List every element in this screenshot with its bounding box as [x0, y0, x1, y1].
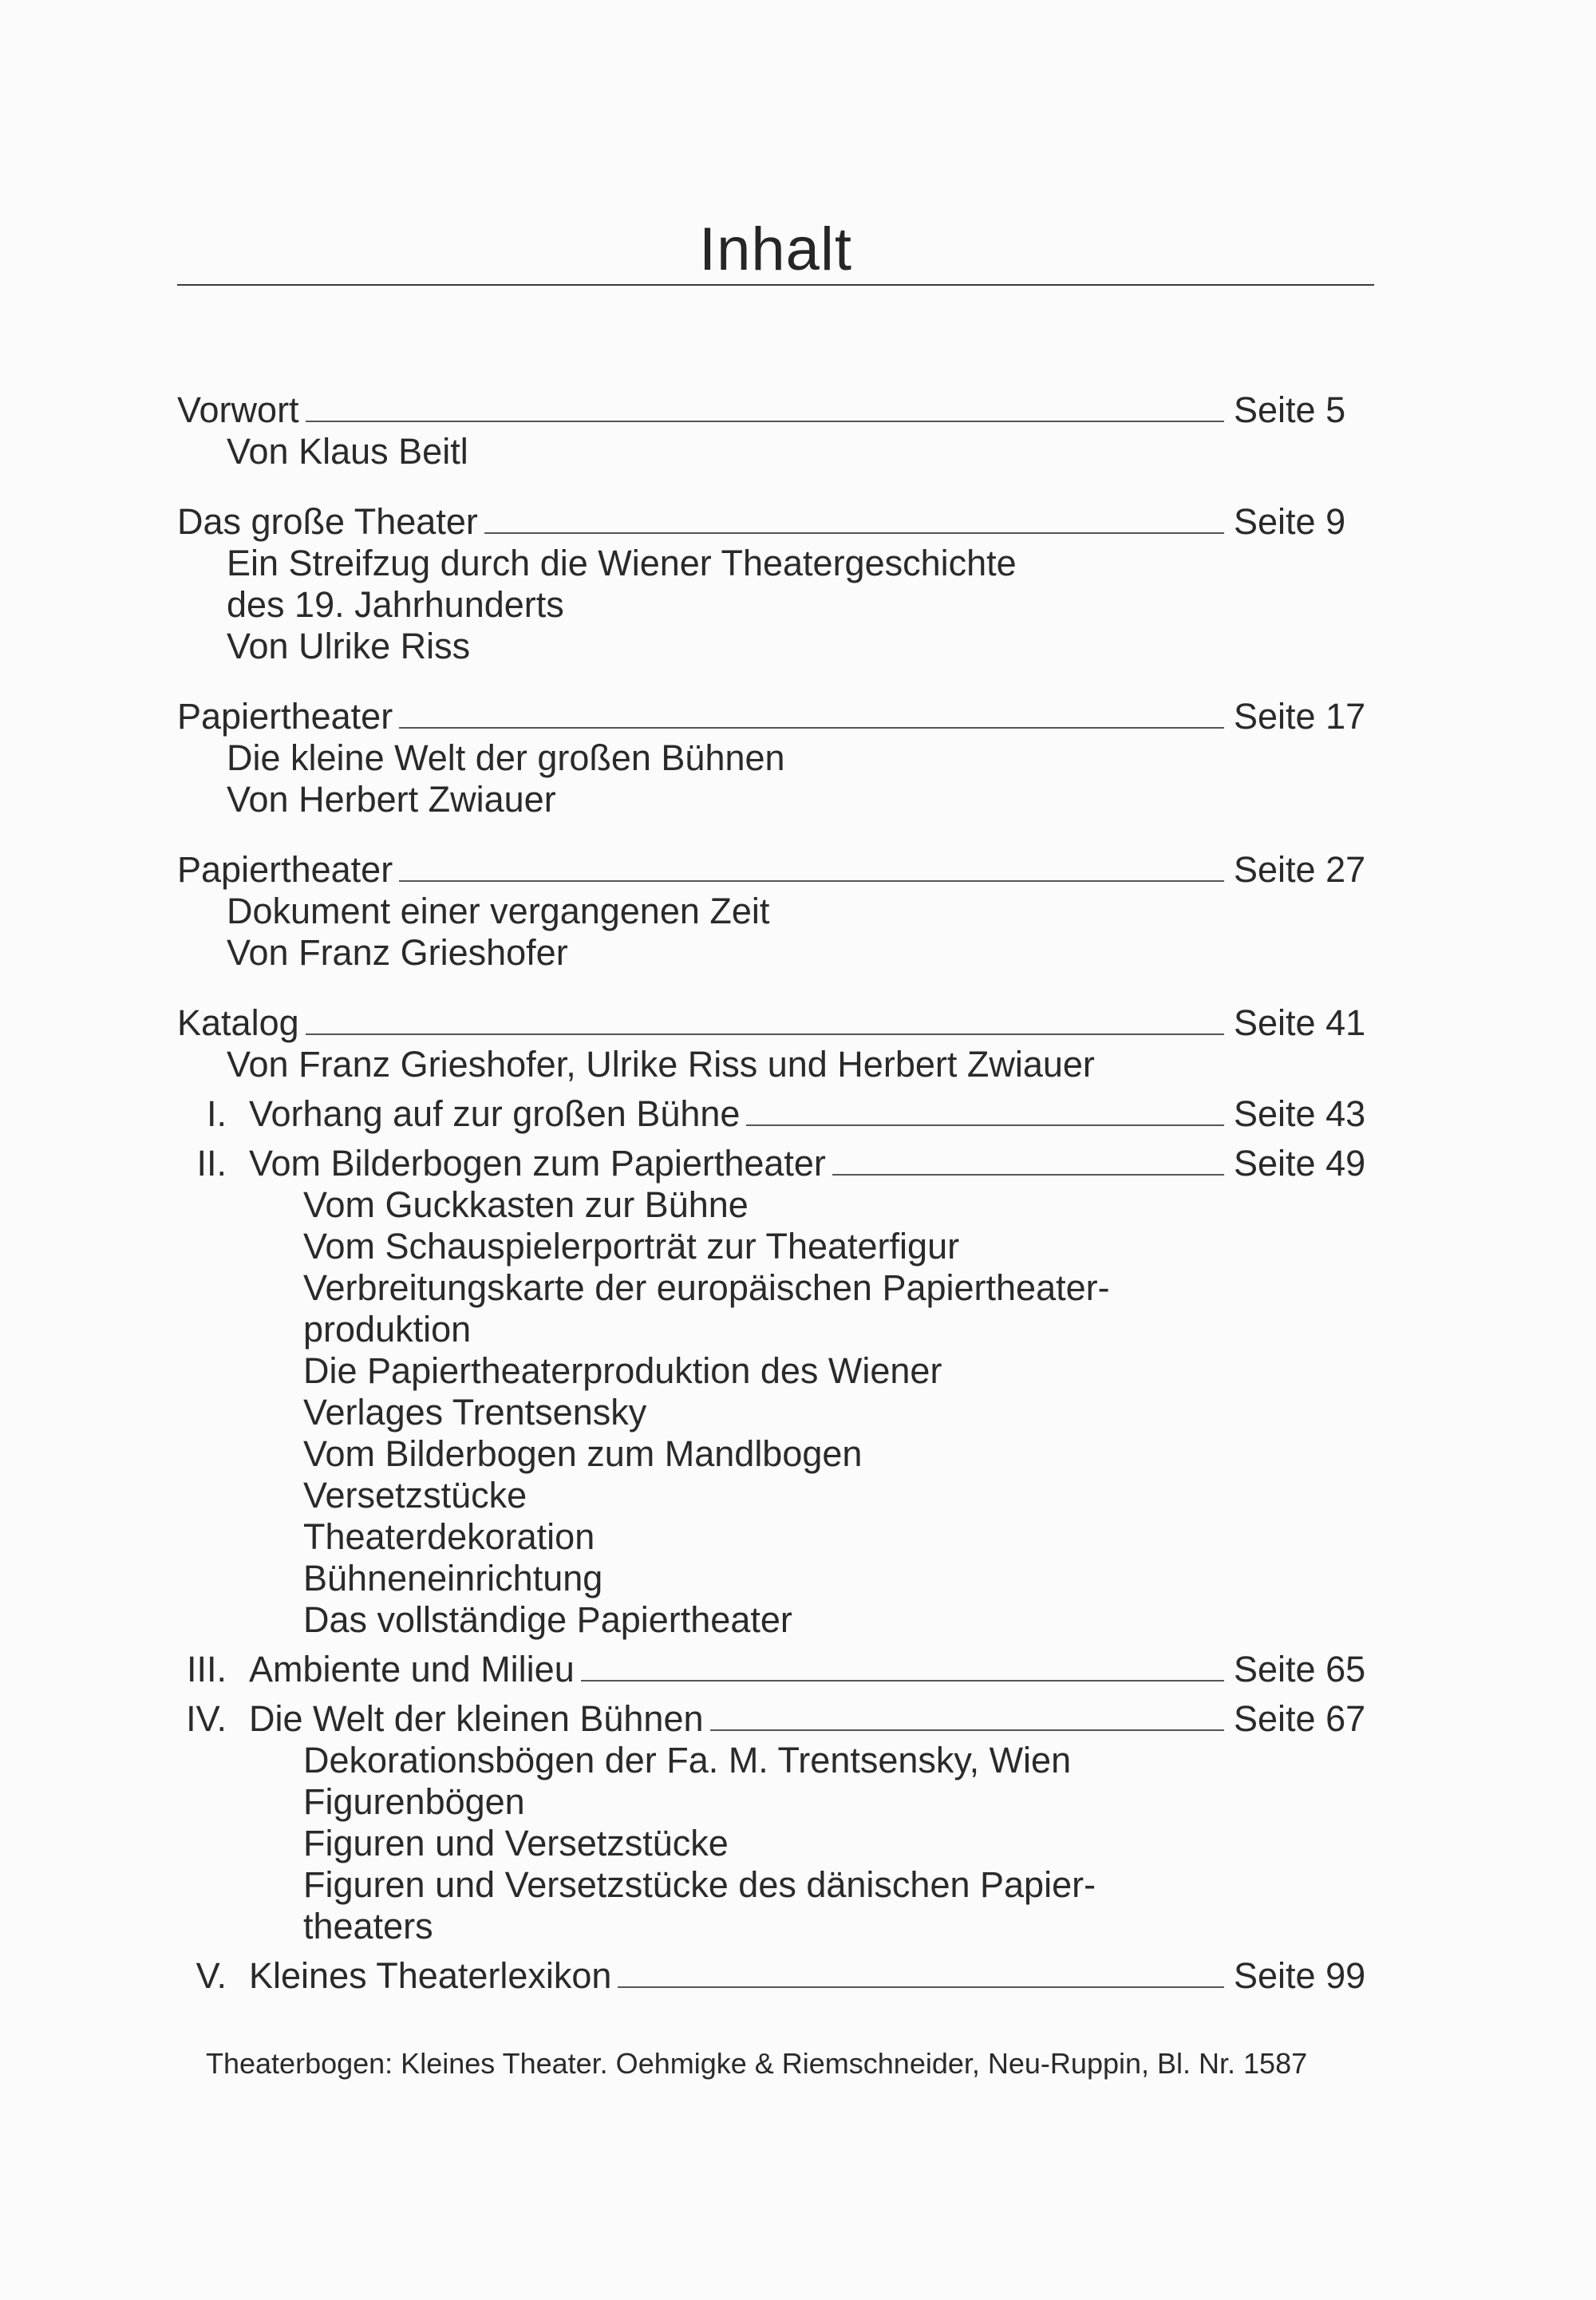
catalog-entry[interactable] [177, 1955, 1376, 1997]
entry-title: Ambiente und Milieu [249, 1649, 575, 1689]
entry-page: Seite 17 [1234, 696, 1366, 737]
page-title: Inhalt [177, 214, 1374, 286]
catalog-subitem: Vom Guckkasten zur Bühne [303, 1184, 749, 1225]
catalog-subitem: Bühneneinrichtung [303, 1558, 603, 1599]
catalog-subitem: Theaterdekoration [303, 1516, 595, 1557]
entry-subtitle: Von Franz Grieshofer, Ulrike Riss und Herbert Zwiauer [227, 1044, 1095, 1085]
catalog-entry[interactable] [177, 1093, 1376, 1135]
catalog-subitem: produktion [303, 1309, 472, 1350]
toc-entry[interactable] [177, 1002, 1376, 1044]
catalog-subitem: Verlages Trentsensky [303, 1392, 647, 1433]
catalog-subitem: Versetzstücke [303, 1475, 527, 1516]
entry-page: Seite 5 [1234, 389, 1346, 430]
catalog-subitem: Verbreitungskarte der europäischen Papiertheater- [303, 1267, 1110, 1308]
entry-page: Seite 27 [1234, 849, 1366, 890]
entry-title: Die Welt der kleinen Bühnen [249, 1698, 704, 1739]
entry-title: Das große Theater [177, 501, 478, 542]
entry-page: Seite 49 [1234, 1143, 1366, 1184]
entry-title: Papiertheater [177, 849, 393, 890]
entry-page: Seite 9 [1234, 501, 1346, 542]
entry-subtitle: Von Franz Grieshofer [227, 932, 568, 973]
dot-leader [306, 1033, 1224, 1035]
catalog-subitem: Figuren und Versetzstücke des dänischen Papier- [303, 1864, 1096, 1905]
entry-title: Papiertheater [177, 696, 393, 737]
catalog-subitem: theaters [303, 1906, 433, 1946]
entry-subtitle: Von Ulrike Riss [227, 626, 471, 666]
catalog-subitem: Figurenbögen [303, 1781, 525, 1822]
dot-leader [746, 1124, 1224, 1126]
catalog-subitem: Vom Bilderbogen zum Mandlbogen [303, 1433, 863, 1474]
roman-numeral: IV. [186, 1698, 227, 1739]
roman-numeral: III. [186, 1649, 227, 1689]
toc-entry[interactable] [177, 696, 1376, 737]
entry-page: Seite 67 [1234, 1698, 1366, 1739]
entry-title: Vorhang auf zur großen Bühne [249, 1093, 741, 1134]
entry-page: Seite 43 [1234, 1093, 1366, 1134]
catalog-subitem: Vom Schauspielerporträt zur Theaterfigur [303, 1226, 960, 1267]
roman-numeral: V. [196, 1955, 227, 1996]
roman-numeral: I. [206, 1093, 227, 1134]
dot-leader [581, 1680, 1224, 1682]
entry-page: Seite 65 [1234, 1649, 1366, 1689]
catalog-entry[interactable] [177, 1143, 1376, 1184]
dot-leader [399, 880, 1224, 882]
catalog-subitem: Figuren und Versetzstücke [303, 1823, 729, 1863]
catalog-entry[interactable] [177, 1649, 1376, 1690]
image-caption: Theaterbogen: Kleines Theater. Oehmigke & Riemschneider, Neu-Ruppin, Bl. Nr. 1587 [206, 2047, 1308, 2080]
roman-numeral: II. [196, 1143, 227, 1184]
entry-title: Vorwort [177, 389, 299, 430]
dot-leader [832, 1174, 1224, 1176]
entry-title: Vom Bilderbogen zum Papiertheater [249, 1143, 826, 1184]
table-of-contents [177, 389, 1376, 1997]
entry-title: Kleines Theaterlexikon [249, 1955, 612, 1996]
entry-subtitle: Von Klaus Beitl [227, 431, 468, 472]
entry-subtitle: Von Herbert Zwiauer [227, 779, 556, 820]
catalog-subitem: Das vollständige Papiertheater [303, 1599, 792, 1640]
title-block [177, 214, 1374, 294]
catalog-subitem: Dekorationsbögen der Fa. M. Trentsensky, Wien [303, 1740, 1072, 1780]
dot-leader [399, 727, 1224, 729]
entry-page: Seite 41 [1234, 1002, 1366, 1043]
entry-subtitle: Die kleine Welt der großen Bühnen [227, 737, 785, 778]
dot-leader [306, 421, 1224, 422]
catalog-entry[interactable] [177, 1698, 1376, 1740]
dot-leader [484, 532, 1224, 534]
entry-subtitle: Dokument einer vergangenen Zeit [227, 891, 770, 931]
entry-subtitle: Ein Streifzug durch die Wiener Theatergeschichte [227, 543, 1017, 583]
toc-entry[interactable] [177, 389, 1376, 431]
entry-title: Katalog [177, 1002, 299, 1043]
dot-leader [618, 1986, 1224, 1988]
toc-entry[interactable] [177, 501, 1376, 543]
catalog-subitem: Die Papiertheaterproduktion des Wiener [303, 1350, 942, 1391]
entry-page: Seite 99 [1234, 1955, 1366, 1996]
dot-leader [710, 1729, 1224, 1731]
entry-subtitle: des 19. Jahrhunderts [227, 584, 564, 625]
toc-entry[interactable] [177, 849, 1376, 891]
